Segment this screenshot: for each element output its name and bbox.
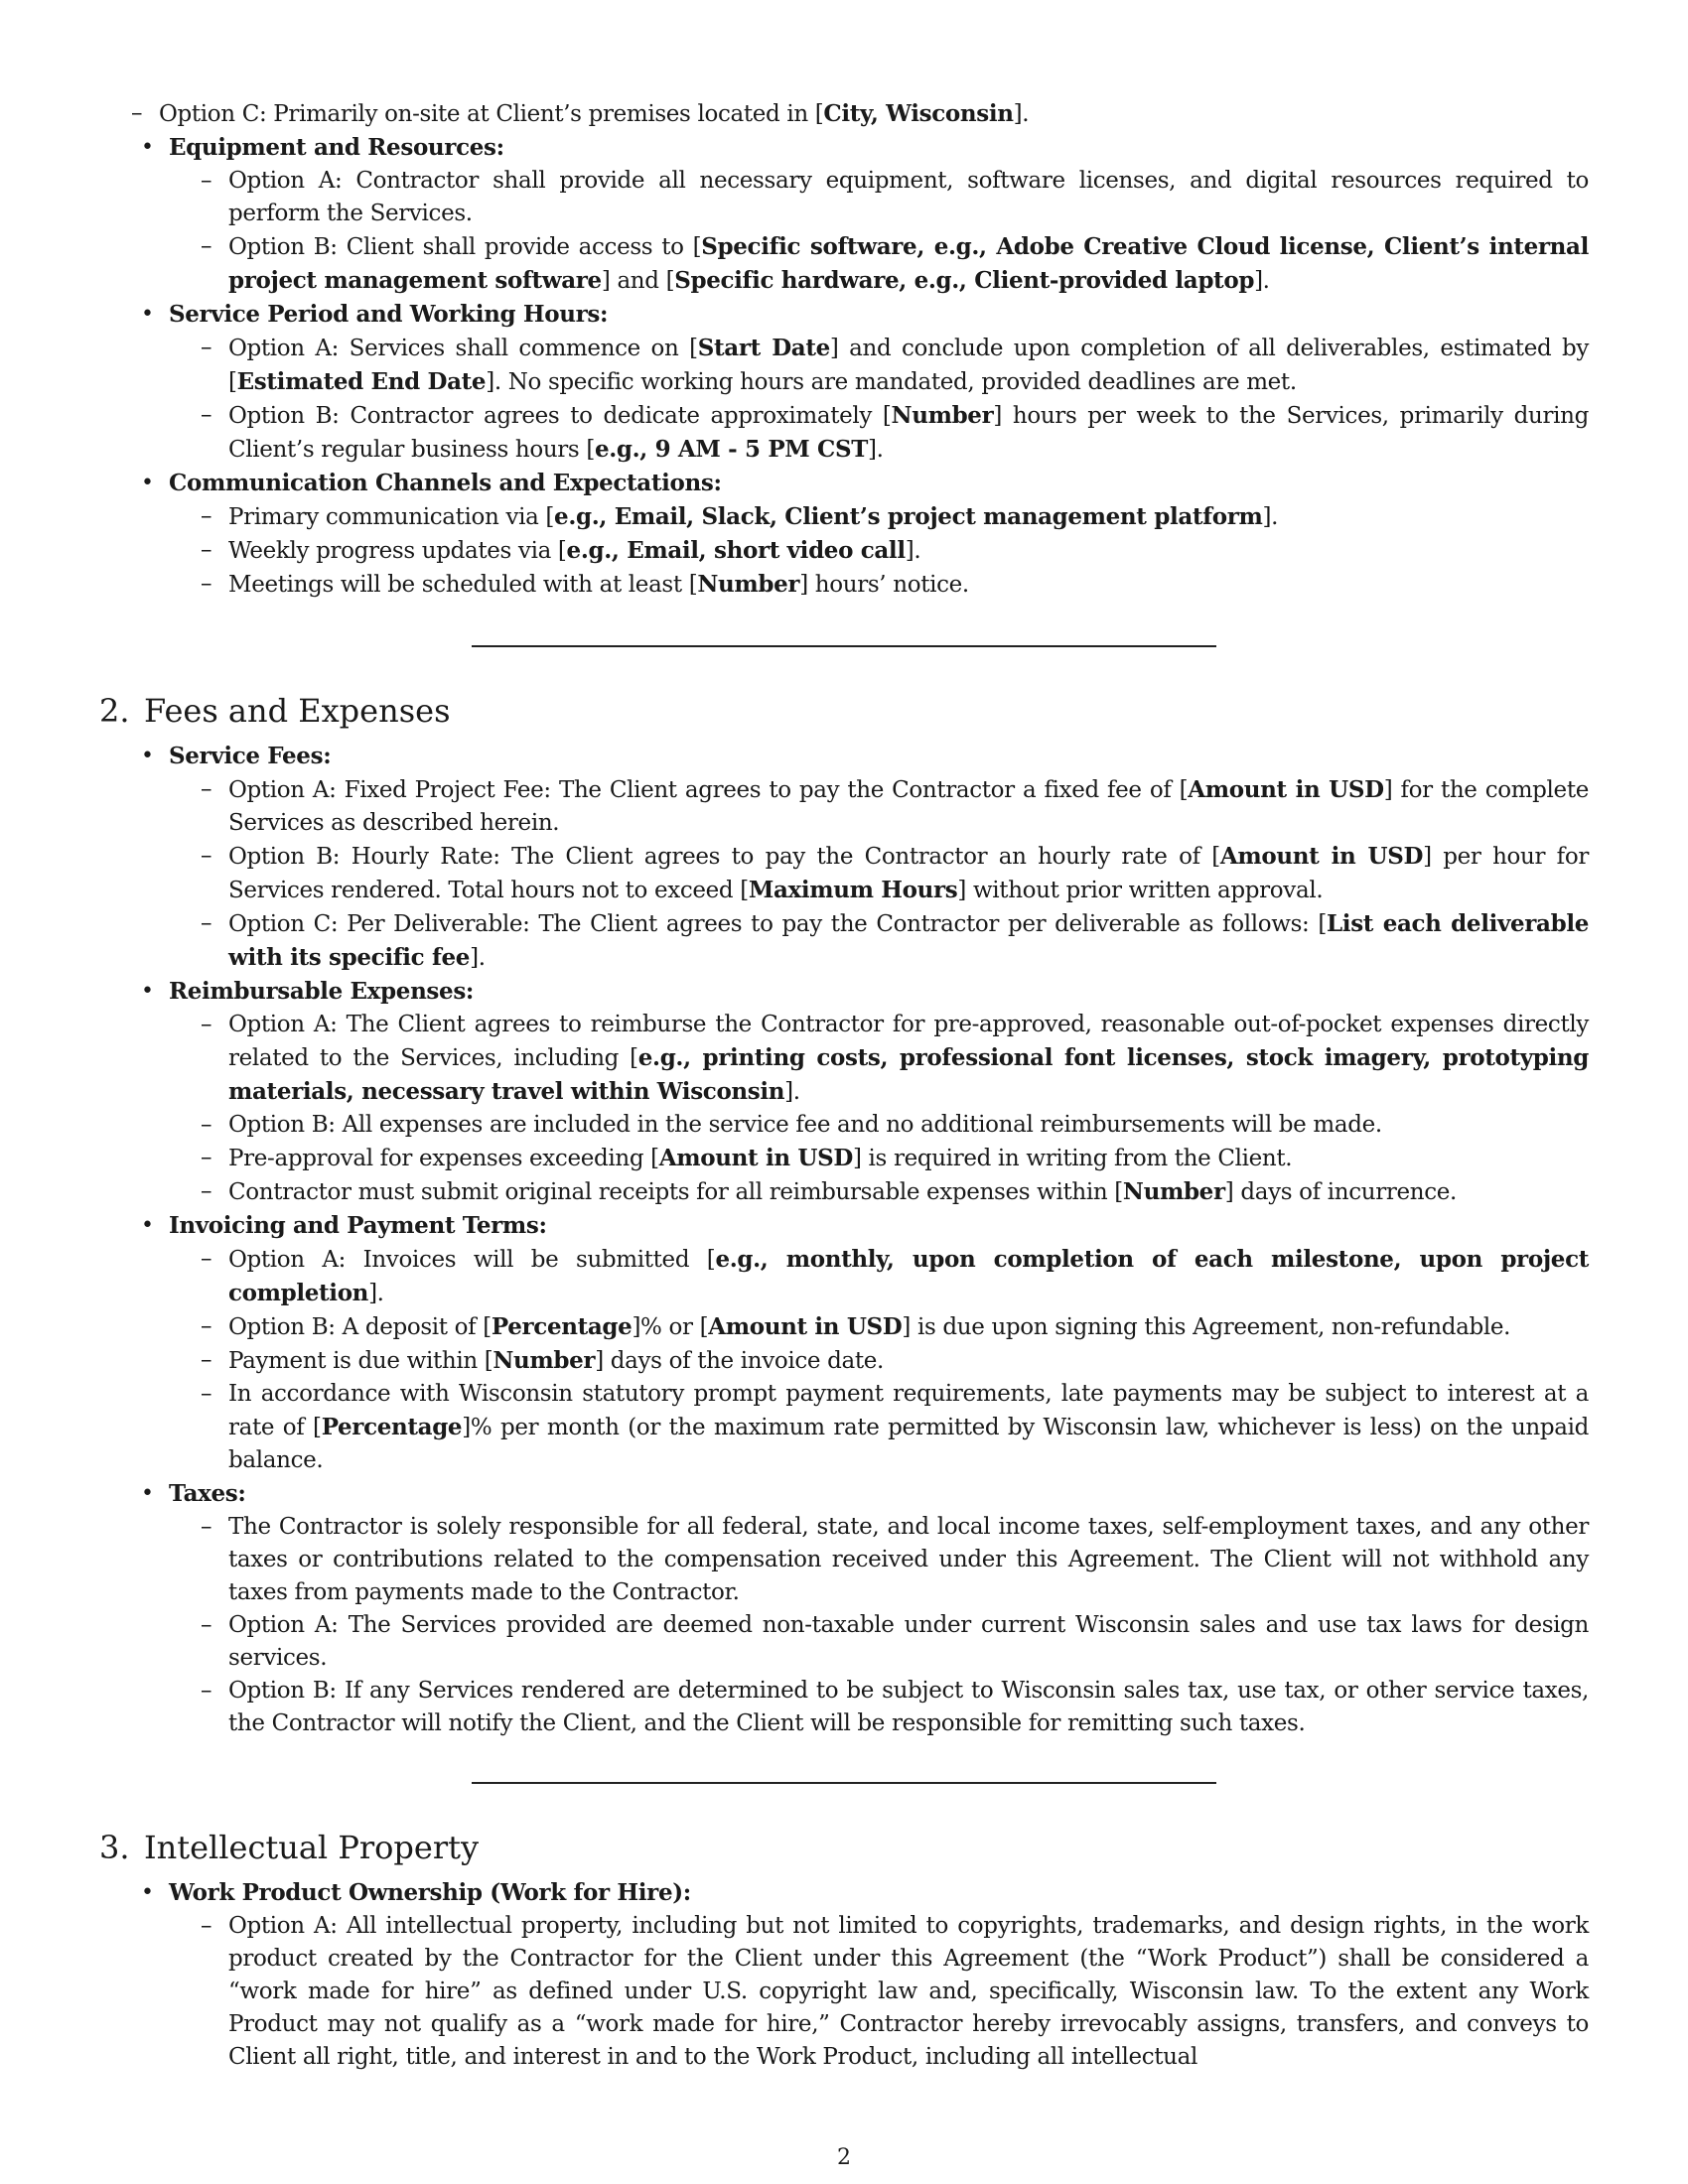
list-item: – Pre-approval for expenses exceeding [Amount in USD] is required in writing from the Client. bbox=[169, 1142, 1589, 1175]
item-label: Reimbursable Expenses: bbox=[169, 978, 475, 1005]
option-c-location: – Option C: Primarily on-site at Client’s premises located in [City, Wisconsin]. bbox=[99, 97, 1589, 131]
communication-item bbox=[99, 467, 1589, 602]
list-item: – Option B: Hourly Rate: The Client agrees to pay the Contractor an hourly rate of [Amount in USD] per hour for Services rendered. Total hours not to exceed [Maximum Hours] without prior written approval. bbox=[169, 840, 1589, 907]
equipment-item bbox=[99, 131, 1589, 298]
list-item: – In accordance with Wisconsin statutory prompt payment requirements, late payments may be subject to interest at a rate of [Percentage]% per month (or the maximum rate permitted by Wisconsin law, whichever is less) on the unpaid balance. bbox=[169, 1378, 1589, 1477]
list-item bbox=[99, 97, 1589, 131]
list-item: – Option A: The Services provided are deemed non-taxable under current Wisconsin sales and use tax laws for design services. bbox=[169, 1609, 1589, 1675]
fees-list bbox=[99, 740, 1589, 1740]
item-label: Service Fees: bbox=[169, 743, 332, 769]
section1-continued-list bbox=[99, 97, 1589, 602]
list-item: – Option B: All expenses are included in the service fee and no additional reimbursements will be made. bbox=[169, 1109, 1589, 1142]
item-label: Work Product Ownership (Work for Hire): bbox=[169, 1879, 691, 1906]
item-label: Invoicing and Payment Terms: bbox=[169, 1212, 547, 1239]
section-divider bbox=[472, 1782, 1216, 1784]
list-item: – Option B: If any Services rendered are determined to be subject to Wisconsin sales tax, use tax, or other service taxes, the Contractor will notify the Client, and the Client will be responsible for remitting such taxes. bbox=[169, 1675, 1589, 1740]
list-item: – Option A: All intellectual property, including but not limited to copyrights, trademarks, and design rights, in the work product created by the Contractor for the Client under this Agreement (the “Work Product”) shall be considered a “work made for hire” as defined under U.S. copyright law and, specifically, Wisconsin law. To the extent any Work Product may not qualify as a “work made for hire,” Contractor hereby irrevocably assigns, transfers, and conveys to Client all right, title, and interest in and to the Work Product, including all intellectual bbox=[169, 1910, 1589, 2074]
list-item: – Option A: Contractor shall provide all necessary equipment, software licenses, and digital resources required to perform the Services. bbox=[169, 165, 1589, 230]
page-number: 2 bbox=[837, 2145, 851, 2170]
reimbursable-expenses-item bbox=[99, 975, 1589, 1209]
list-item: – Option A: Services shall commence on [Start Date] and conclude upon completion of all deliverables, estimated by [Estimated End Date]. No specific working hours are mandated, provided deadlines are met. bbox=[169, 332, 1589, 399]
section-divider bbox=[472, 645, 1216, 647]
list-item: – Payment is due within [Number] days of the invoice date. bbox=[169, 1344, 1589, 1378]
taxes-item bbox=[99, 1477, 1589, 1740]
list-item: – Weekly progress updates via [e.g., Email, short video call]. bbox=[169, 534, 1589, 568]
service-fees-item bbox=[99, 740, 1589, 975]
item-label: Communication Channels and Expectations: bbox=[169, 470, 722, 496]
list-item: – Option A: Invoices will be submitted [e.g., monthly, upon completion of each milestone, upon project completion]. bbox=[169, 1243, 1589, 1310]
section-heading-fees: 2. Fees and Expenses bbox=[99, 692, 451, 730]
list-item: – Option B: A deposit of [Percentage]% or [Amount in USD] is due upon signing this Agreement, non-refundable. bbox=[169, 1310, 1589, 1344]
list-item: – Option A: Fixed Project Fee: The Client agrees to pay the Contractor a fixed fee of [Amount in USD] for the complete Services as described herein. bbox=[169, 773, 1589, 840]
list-item: – Option B: Client shall provide access to [Specific software, e.g., Adobe Creative Cloud license, Client’s internal project management software] and [Specific hardware, e.g., Client-provided laptop]. bbox=[169, 230, 1589, 298]
list-item: – Option B: Contractor agrees to dedicate approximately [Number] hours per week to the Services, primarily during Client’s regular business hours [e.g., 9 AM - 5 PM CST]. bbox=[169, 399, 1589, 467]
list-item: – Contractor must submit original receipts for all reimbursable expenses within [Number] days of incurrence. bbox=[169, 1175, 1589, 1209]
list-item: – Meetings will be scheduled with at least [Number] hours’ notice. bbox=[169, 568, 1589, 602]
document-body bbox=[99, 97, 1589, 2074]
list-item: – Primary communication via [e.g., Email, Slack, Client’s project management platform]. bbox=[169, 500, 1589, 534]
list-item: – Option C: Per Deliverable: The Client agrees to pay the Contractor per deliverable as follows: [List each deliverable with its specific fee]. bbox=[169, 907, 1589, 975]
list-item: – The Contractor is solely responsible for all federal, state, and local income taxes, self-employment taxes, and any other taxes or contributions related to the compensation received under this Agreement. The Client will not withhold any taxes from payments made to the Contractor. bbox=[169, 1511, 1589, 1609]
list-item: – Option A: The Client agrees to reimburse the Contractor for pre-approved, reasonable out-of-pocket expenses directly related to the Services, including [e.g., printing costs, professional font licenses, stock imagery, prototyping materials, necessary travel within Wisconsin]. bbox=[169, 1009, 1589, 1109]
work-product-ownership-item bbox=[99, 1876, 1589, 2074]
service-period-item bbox=[99, 298, 1589, 467]
item-label: Taxes: bbox=[169, 1480, 246, 1507]
section-heading-ip: 3. Intellectual Property bbox=[99, 1829, 480, 1866]
item-label: Equipment and Resources: bbox=[169, 134, 504, 161]
invoicing-item bbox=[99, 1209, 1589, 1477]
ip-list bbox=[99, 1876, 1589, 2074]
item-label: Service Period and Working Hours: bbox=[169, 301, 609, 328]
